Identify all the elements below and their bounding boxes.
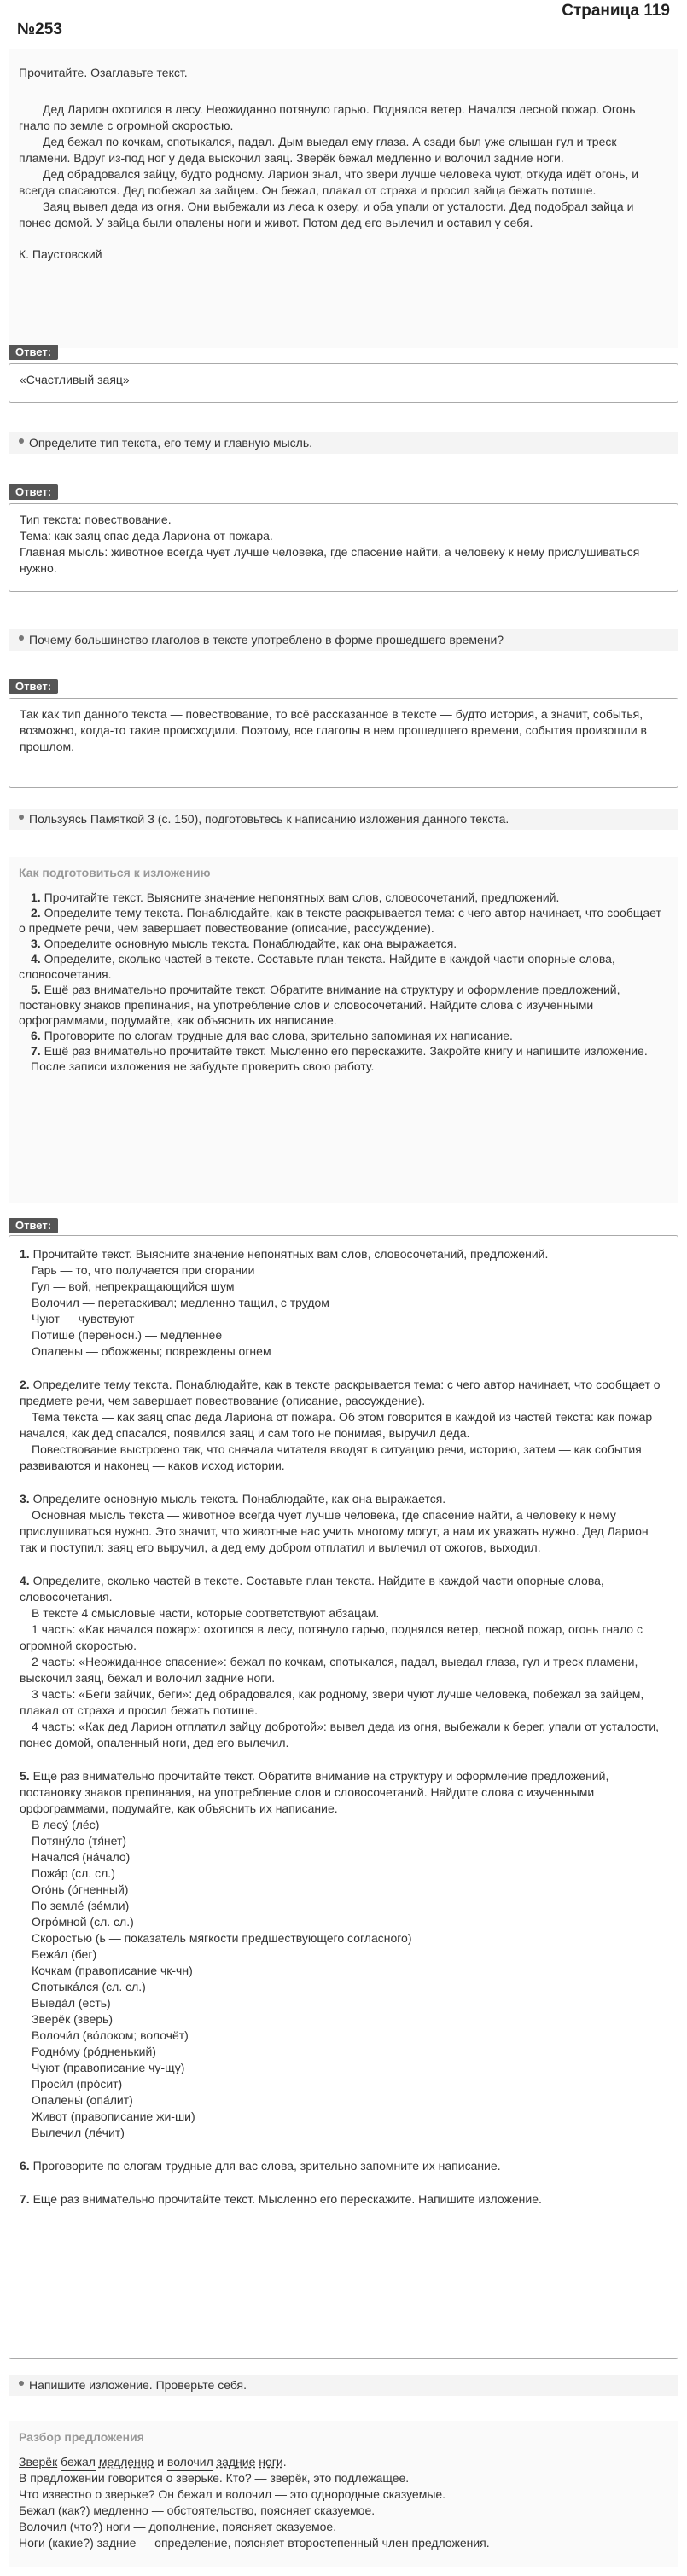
gloss-line: Гарь — то, что получается при сгорании [32, 1263, 255, 1277]
task-paragraph: Дед Ларион охотился в лесу. Неожиданно потянуло гарью. Поднялся ветер. Начался лесной пожар. Огонь гнало по земле с огромной скоростью. [19, 102, 636, 132]
task-author: К. Паустовский [19, 247, 102, 261]
adverbial-word: медленно [98, 2455, 154, 2469]
answer-label-wrap [9, 345, 58, 360]
question-text: Напишите изложение. Проверьте себя. [29, 2378, 247, 2392]
step-text: Определите, сколько частей в тексте. Составьте план текста. Найдите в каждой части опорные слова, словосочетания. [20, 1574, 604, 1604]
orthogram-word: Проси́л (про́сит) [32, 2077, 123, 2091]
howto-item-text: Ещё раз внимательно прочитайте текст. Мысленно его перескажите. Закройте книгу и напишите изложение. [44, 1044, 648, 1058]
answer-line: Тип текста: повествование. [20, 513, 172, 526]
orthogram-word: Скоростью (ь — показатель мягкости предшествующего согласного) [32, 1931, 412, 1945]
parse-line: Волочил (что?) ноги — дополнение, поясняет сказуемое. [19, 2520, 337, 2533]
orthogram-word: Выеда́л (есть) [32, 1996, 111, 2010]
howto-item [19, 890, 668, 905]
question-text: Определите тип текста, его тему и главную мысль. [29, 436, 313, 450]
step-number: 4. [20, 1574, 30, 1587]
answer-text: «Счастливый заяц» [20, 373, 130, 386]
answer-label-wrap [9, 1218, 58, 1233]
gloss-line: Чуют — чувствуют [32, 1312, 135, 1326]
question-item [9, 809, 678, 830]
gloss-line: Потише (переносн.) — медленнее [32, 1328, 223, 1342]
parsed-sentence: Зверёк бежал медленно и волочил задние ноги. [19, 2454, 668, 2470]
question-text: Пользуясь Памяткой 3 (с. 150), подготовьтесь к написанию изложения данного текста. [29, 812, 509, 826]
orthogram-word: Начался́ (на́чало) [32, 1850, 131, 1864]
step-text: Еще раз внимательно прочитайте текст. Мысленно его перескажите. Напишите изложение. [32, 2192, 542, 2206]
orthogram-word: Ого́нь (о́гненный) [32, 1883, 129, 1896]
parse-line: В предложении говорится о зверьке. Кто? — зверёк, это подлежащее. [19, 2471, 410, 2485]
step-text: Еще раз внимательно прочитайте текст. Обратите внимание на структуру и оформление предложений, постановку знаков препинания, на употребление слов и словосочетаний. Найдите слова с изученными орфограммами, подумайте, как объяснить их написание. [20, 1769, 609, 1815]
howto-item-text: Проговорите по слогам трудные для вас слова, зрительно запоминая их написание. [44, 1029, 513, 1042]
predicate-word: волочил [167, 2455, 213, 2471]
step-line: Повествование выстроено так, что сначала читателя вводят в ситуацию речи, историю, затем — как события развиваются и наконец — каков исход истории. [20, 1442, 642, 1472]
orthogram-word: По земле́ (зе́мли) [32, 1899, 130, 1912]
step-number: 7. [20, 2192, 30, 2206]
subject-word: Зверёк [19, 2455, 58, 2469]
bullet-icon [19, 635, 24, 641]
answer-box [9, 503, 678, 592]
answer-label-wrap [9, 484, 58, 500]
orthogram-word: Огро́мной (сл. сл.) [32, 1915, 134, 1929]
step-number: 5. [20, 1769, 30, 1783]
answer-label: Ответ: [9, 679, 58, 694]
howto-item-text: Прочитайте текст. Выясните значение непонятных вам слов, словосочетаний, предложений. [44, 891, 560, 904]
gloss-line: Гул — вой, непрекращающийся шум [32, 1279, 235, 1293]
howto-item-number: 6. [31, 1029, 41, 1042]
gloss-line: Волочил — перетаскивал; медленно тащил, с трудом [32, 1296, 329, 1309]
parse-title: Разбор предложения [19, 2430, 144, 2444]
answer-label: Ответ: [9, 1218, 58, 1233]
answer-box [9, 698, 678, 788]
task-paragraph: Заяц вывел деда из огня. Они выбежали из леса к озеру, и оба упали от усталости. Дед подобрал зайца и понес домой. У зайца были опалены ноги и живот. Потом дед его вылечил и оставил у себя. [19, 200, 634, 229]
howto-item-text: Определите тему текста. Понаблюдайте, как в тексте раскрывается тема: с чего автор начинает, что сообщает о предмете речи, чем завершает повествование (описание, рассуждение). [19, 906, 661, 935]
step-text: Прочитайте текст. Выясните значение непонятных вам слов, словосочетаний, предложений. [32, 1247, 549, 1261]
howto-item [19, 982, 668, 1028]
step-text: Определите основную мысль текста. Понаблюдайте, как она выражается. [32, 1492, 446, 1506]
orthogram-word: Спотыка́лся (сл. сл.) [32, 1980, 146, 1993]
page-label: Страница 119 [562, 2, 670, 20]
question-item [9, 2375, 678, 2396]
orthogram-word: Кочкам (правописание чк-чн) [32, 1964, 193, 1977]
orthogram-word: Чуют (правописание чу-щу) [32, 2061, 185, 2074]
task-paragraph: Дед бежал по кочкам, спотыкался, падал. Дым выедал ему глаза. А сзади был уже слышан гул и треск пламени. Вдруг из-под ног у деда выскочил заяц. Зверёк бежал медленно и волочил задние ноги. [19, 135, 617, 165]
step-number: 3. [20, 1492, 30, 1506]
bullet-icon [19, 438, 24, 444]
howto-item-text: Определите, сколько частей в тексте. Составьте план текста. Найдите в каждой части опорные слова, словосочетания. [19, 952, 615, 981]
parse-line: Что известно о зверьке? Он бежал и волочил — это однородные сказуемые. [19, 2487, 446, 2501]
plan-line: 4 часть: «Как дед Ларион отплатил зайцу добротой»: вывел деда из огня, выбежали к берег, упали от усталости, понес домой, опаленный ноги, дед его вылечил. [20, 1720, 660, 1749]
orthogram-word: В лесу́ (ле́с) [32, 1818, 100, 1831]
howto-item-number: 7. [31, 1044, 41, 1058]
howto-item-text: Определите основную мысль текста. Понаблюдайте, как она выражается. [44, 937, 457, 950]
plan-line: 1 часть: «Как начался пожар»: охотился в лесу, потянуло гарью, поднялся ветер, лесной пожар, огонь гнало с огромной скоростью. [20, 1622, 643, 1652]
orthogram-word: Пожа́р (сл. сл.) [32, 1866, 115, 1880]
answer-box [9, 1235, 678, 2359]
answer-label: Ответ: [9, 345, 58, 360]
step-number: 1. [20, 1247, 30, 1261]
orthogram-word: Родно́му (ро́дненький) [32, 2045, 156, 2058]
howto-footer: После записи изложения не забудьте проверить свою работу. [31, 1059, 375, 1073]
howto-item-text: Ещё раз внимательно прочитайте текст. Обратите внимание на структуру и оформление предложений, постановку знаков препинания, на употребление слов и словосочетаний. Найдите слова с изученными орфограммами, подумайте, как объяснить их написание. [19, 983, 620, 1027]
step-line: Тема текста — как заяц спас деда Лариона от пожара. Об этом говорится в каждой из частей текста: как пожар начался, как дед спасался, появился заяц и сам того не понимая, выручил деда. [20, 1410, 653, 1440]
question-item [9, 629, 678, 651]
howto-item [19, 951, 668, 982]
question-text: Почему большинство глаголов в тексте употреблено в форме прошедшего времени? [29, 633, 504, 647]
howto-item-number: 3. [31, 937, 41, 950]
howto-item-number: 4. [31, 952, 41, 966]
orthogram-word: Волочи́л (во́локом; волочёт) [32, 2028, 189, 2042]
answer-box [9, 363, 678, 403]
howto-item-number: 5. [31, 983, 41, 996]
howto-card [9, 857, 678, 1203]
answer-label: Ответ: [9, 484, 58, 500]
answer-line: Тема: как заяц спас деда Лариона от пожара. [20, 529, 273, 542]
step-line: Основная мысль текста — животное всегда чует лучше человека, где спасение найти, а человеку к нему прислушиваться нужно. Это значит, что животные нас учить многому могут, а нам их уважать нужно. Дед Ларион так и поступил: заяц его выручил, а дед ему добром отплатил и вылечил от ожогов, выходил. [20, 1508, 649, 1554]
howto-item-number: 1. [31, 891, 41, 904]
orthogram-word: Зверёк (зверь) [32, 2012, 113, 2026]
bullet-icon [19, 815, 24, 820]
step-text: Определите тему текста. Понаблюдайте, как в тексте раскрывается тема: с чего автор начинает, что сообщает о предмете речи, чем завершает повествование (описание, рассуждение). [20, 1378, 661, 1407]
orthogram-word: Опалены́ (опа́лит) [32, 2093, 133, 2107]
attribute-word: задние [216, 2455, 256, 2469]
orthogram-word: Бежа́л (бег) [32, 1947, 97, 1961]
orthogram-word: Потяну́ло (тя́нет) [32, 1834, 127, 1848]
howto-item [19, 936, 668, 951]
task-paragraph: Дед обрадовался зайцу, будто родному. Ларион знал, что звери лучше человека чуют, откуда идёт огонь, и всегда спасаются. Дед побежал за зайцем. Он бежал, плакал от страха и просил зайца бежать потише. [19, 167, 639, 197]
exercise-number: №253 [17, 20, 62, 38]
orthogram-word: Живот (правописание жи-ши) [32, 2109, 195, 2123]
bullet-icon [19, 2381, 24, 2386]
sentence-parse-card [9, 2421, 678, 2567]
parse-line: Ноги (какие?) задние — определение, поясняет второстепенный член предложения. [19, 2536, 490, 2550]
step-number: 2. [20, 1378, 30, 1391]
howto-item [19, 1028, 668, 1043]
gloss-line: Опалены — обожжены; повреждены огнем [32, 1344, 271, 1358]
predicate-word: бежал [61, 2455, 96, 2471]
howto-title: Как подготовиться к изложению [19, 866, 211, 879]
task-text-card [9, 49, 678, 348]
howto-item [19, 905, 668, 936]
parse-line: Бежал (как?) медленно — обстоятельство, поясняет сказуемое. [19, 2503, 376, 2517]
question-item [9, 432, 678, 454]
howto-item [19, 1043, 668, 1059]
answer-line: Главная мысль: животное всегда чует лучше человека, где спасение найти, а человеку к нему прислушиваться нужно. [20, 545, 640, 575]
plan-line: В тексте 4 смысловые части, которые соответствуют абзацам. [32, 1606, 380, 1620]
plan-line: 3 часть: «Беги зайчик, беги»: дед обрадовался, как родному, звери чуют лучше человека, побежал за зайцем, плакал от страха и просил бежать потише. [20, 1687, 644, 1717]
orthogram-word: Вылечил (ле́чит) [32, 2126, 125, 2139]
answer-label-wrap [9, 679, 58, 694]
step-number: 6. [20, 2159, 30, 2173]
plan-line: 2 часть: «Неожиданное спасение»: бежал по кочкам, спотыкался, падал, выедал глаза, гул и треск пламени, выскочил заяц, бежал и волочил задние ноги. [20, 1655, 638, 1685]
answer-text: Так как тип данного текста — повествование, то всё рассказанное в тексте — будто история, а значит, событья, возможно, когда-то такие происходили. Поэтому, все глаголы в нем прошедшего времени, события произошли в прошлом. [20, 707, 647, 753]
task-instruction: Прочитайте. Озаглавьте текст. [19, 66, 188, 79]
step-text: Проговорите по слогам трудные для вас слова, зрительно запомните их написание. [32, 2159, 501, 2173]
object-word: ноги [259, 2455, 283, 2469]
howto-item-number: 2. [31, 906, 41, 920]
